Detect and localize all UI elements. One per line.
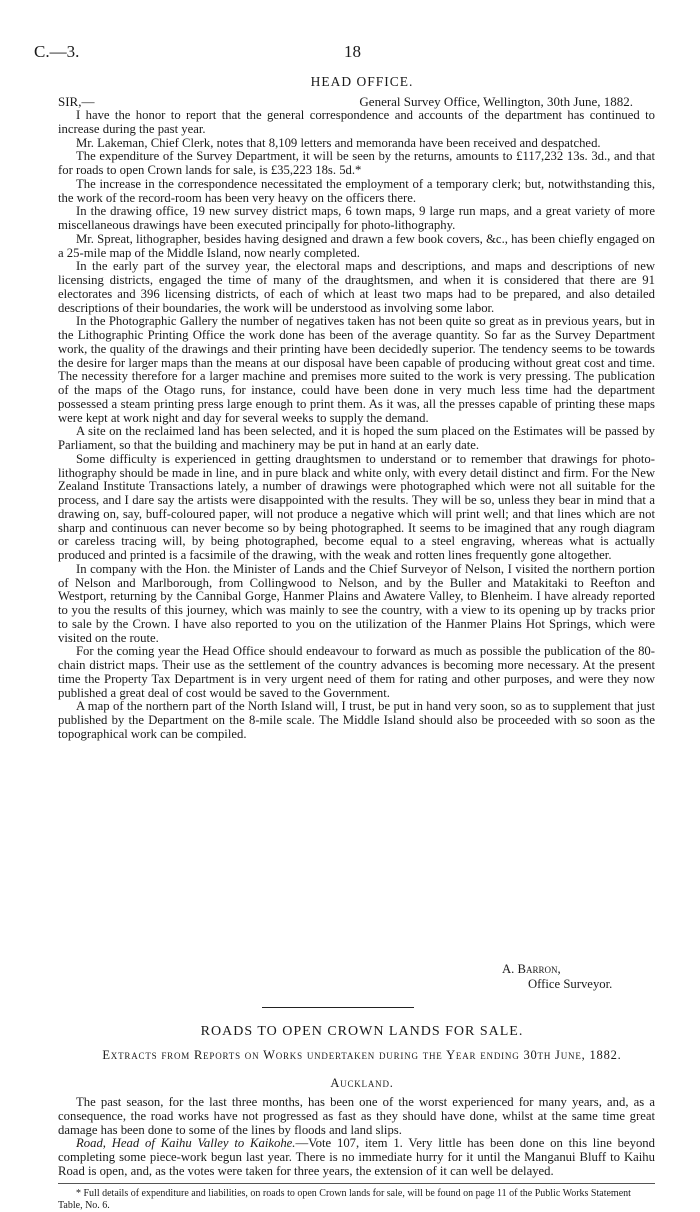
paragraph: Mr. Spreat, lithographer, besides having designed and drawn a few book covers, &c., has been chiefly engaged on a 25-mile map of the Middle Island, now nearly completed.: [58, 231, 655, 260]
paragraph: A map of the northern part of the North Island will, I trust, be put in hand very soon, so as to supplement that just published by the Department on the 8-mile scale. The Middle Island should also be proceeded with so soon as the topographical work can be compiled.: [58, 699, 655, 741]
road-description: —Vote 107, item 1. Very little has been done on this line beyond completing some piece-work begun last year. There is no immediate hurry for it until the Manganui Bluff to Kaihu Road is open, and, as the votes were taken for three years, the extension of it can well be delayed.: [58, 1136, 655, 1178]
paragraph: Mr. Lakeman, Chief Clerk, notes that 8,109 letters and memoranda have been received and despatched.: [76, 135, 601, 150]
paragraph: In the early part of the survey year, the electoral maps and descriptions, and maps and descriptions of new licensing districts, engaged the time of many of the draughtsmen, and when it is considered that there are 91 electorates and 396 licensing districts, of each of which at least two maps had to be prepared, and also detailed descriptions of their boundaries, the work will be understood as involving some labor.: [58, 259, 655, 315]
roads-section-heading: ROADS TO OPEN CROWN LANDS FOR SALE.: [200, 1024, 524, 1039]
footnote: [58, 1188, 655, 1212]
paragraph: The past season, for the last three months, has been one of the worst experienced for many years, and, as a consequence, the road works have not progressed as fast as they should have done, whilst at the same time great damage has been done to some of the lines by floods and land slips.: [58, 1095, 655, 1137]
signature-block: [430, 962, 640, 992]
extracts-subheading: Extracts from Reports on Works undertaken during the Year ending 30th June, 1882.: [102, 1048, 622, 1062]
paragraph: Some difficulty is experienced in getting draughtsmen to understand or to remember that drawings for photo-lithography should be made in line, and in pure black and white only, with every detail distinct and firm. For the New Zealand Institute Transactions lately, a number of drawings were photographed which were not all suitable for the process, and I dare say the artists were disappointed with the results. They will be so, unless they bear in mind that a drawing on, say, buff-coloured paper, will not produce a negative which will print well; and that lines which are not sharp and continuous can never become so by being photographed. It seems to be imagined that any rough diagram or careless tracing will, by being photographed, become equal to a steel engraving, whereas what is actually produced and printed is a facsimile of the drawing, with the weak and rotten lines frequently gone altogether.: [58, 451, 655, 562]
signature-title: Office Surveyor.: [528, 977, 613, 991]
footnote-text: * Full details of expenditure and liabilities, on roads to open Crown lands for sale, will be found on page 11 of the Public Works Statement Table, No. 6.: [58, 1188, 631, 1211]
paragraph: The expenditure of the Survey Department, it will be seen by the returns, amounts to £117,232 13s. 3d., and that for roads to open Crown lands for sale, is £35,223 18s. 5d.*: [58, 149, 655, 177]
paragraph: The increase in the correspondence necessitated the employment of a temporary clerk; but, notwithstanding this, the work of the record-room has been very heavy on the officers there.: [58, 176, 655, 205]
roads-body: [58, 1096, 655, 1179]
road-title: Road, Head of Kaihu Valley to Kaikohe.: [76, 1136, 296, 1151]
paragraph: In the drawing office, 19 new survey district maps, 6 town maps, 9 large run maps, and a great variety of more miscellaneous drawings have been executed principally for photo-lithography.: [58, 204, 655, 232]
signature-name: A. Barron,: [502, 962, 561, 976]
footnote-divider: [58, 1183, 655, 1184]
paragraph: [58, 1137, 655, 1178]
paragraph: A site on the reclaimed land has been selected, and it is hoped the sum placed on the Estimates will be passed by Parliament, so that the building and machinery may be put in hand at an early date.: [58, 424, 655, 452]
dateline: General Survey Office, Wellington, 30th June, 1882.: [359, 94, 633, 109]
region-heading: Auckland.: [330, 1076, 394, 1090]
section-heading: HEAD OFFICE.: [310, 74, 414, 89]
paragraph: For the coming year the Head Office should endeavour to forward as much as possible the publication of the 80-chain district maps. Their use as the settlement of the country advances is becoming more necessary. At the present time the Property Tax Department is in very urgent need of them for rating and other purposes, and were they now published a great deal of cost would be saved to the Government.: [58, 644, 655, 700]
document-reference: C.—3.: [34, 42, 80, 61]
salutation: SIR,—: [58, 94, 95, 109]
paragraph: In company with the Hon. the Minister of Lands and the Chief Surveyor of Nelson, I visited the northern portion of Nelson and Marlborough, from Collingwood to Nelson, and by the Buller and Matakitaki to Reefton and Westport, returning by the Cannibal Gorge, Hanmer Plains and Awatere Valley, to Blenheim. I have already reported to you the results of this journey, which was mainly to see the country, with a view to its opening up by tracks prior to sale by the Crown. I have also reported to you on the utilization of the Hanmer Plains Hot Springs, which were visited on the route.: [58, 561, 655, 645]
paragraph: In the Photographic Gallery the number of negatives taken has not been quite so great as in previous years, but in the Lithographic Printing Office the work done has been of the average quantity. So far as the Survey Department work, the quality of the drawings and their printing have been decidedly superior. The tendency seems to be towards the desire for larger maps than the means at our disposal have been capable of producing without great cost and time. The necessity therefore for a larger machine and premises more suited to the work is very pressing. The publication of the maps of the Otago runs, for instance, could have been done in very much less time had the department possessed a steam printing press large enough to print them. As it was, all the presses capable of printing these maps were kept at work night and day for several weeks to supply the demand.: [58, 314, 655, 425]
paragraph: I have the honor to report that the general correspondence and accounts of the department has continued to increase during the past year.: [58, 108, 655, 136]
letter-body: [58, 109, 655, 742]
page-number: 18: [344, 42, 361, 61]
section-divider: [262, 1007, 414, 1008]
